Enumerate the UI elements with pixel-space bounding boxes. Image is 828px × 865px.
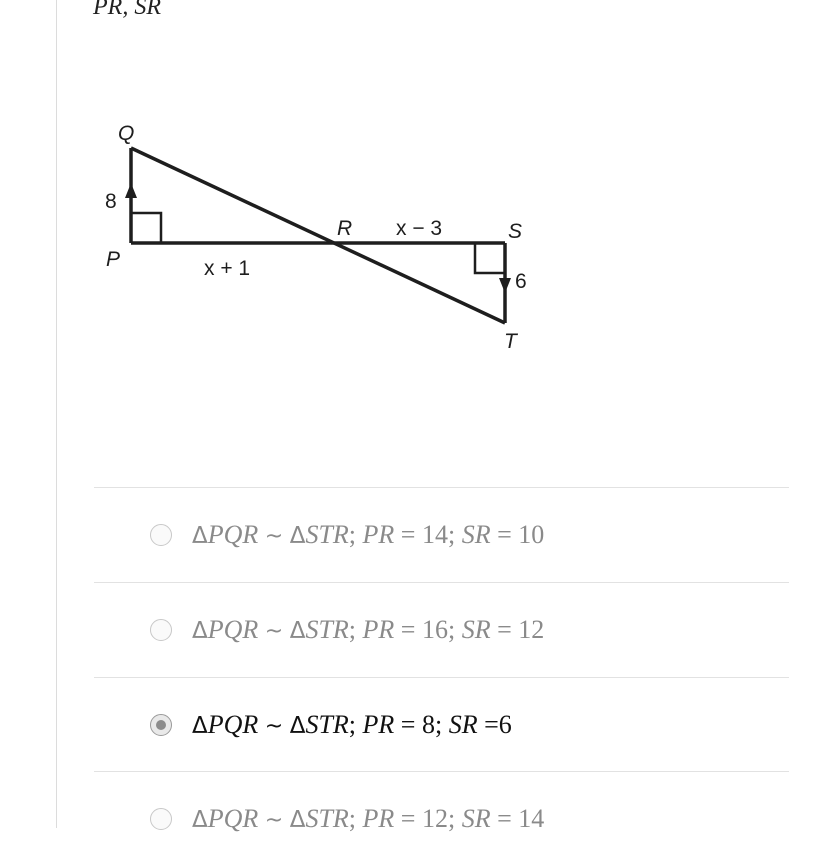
option-label: ΔPQR ~ ΔSTR; PR = 14; SR = 10: [192, 519, 545, 549]
radio-button[interactable]: [150, 808, 172, 830]
label-pr-length: x + 1: [204, 257, 251, 280]
answer-option-4[interactable]: [94, 771, 789, 865]
right-angle-s: [475, 243, 505, 273]
radio-button[interactable]: [150, 619, 172, 641]
radio-button[interactable]: [150, 524, 172, 546]
label-r: R: [337, 217, 353, 240]
option-label: ΔPQR ~ ΔSTR; PR = 16; SR = 12: [192, 614, 545, 644]
label-p: P: [106, 248, 121, 271]
answer-option-2[interactable]: [94, 582, 789, 676]
answer-option-1[interactable]: [94, 487, 789, 581]
label-s: S: [508, 220, 523, 243]
radio-button-selected[interactable]: [150, 714, 172, 736]
triangle-diagram: [90, 110, 550, 360]
option-label: ΔPQR ~ ΔSTR; PR = 8; SR =6: [192, 709, 512, 739]
arrow-up-marker: [125, 183, 137, 198]
label-t: T: [504, 330, 517, 353]
label-st-length: 6: [515, 270, 527, 293]
answer-option-3[interactable]: [94, 677, 789, 771]
right-angle-p: [131, 213, 161, 243]
segment-qt: [131, 148, 505, 323]
label-rs-length: x − 3: [396, 217, 443, 240]
question-prompt: PR, SR: [93, 0, 161, 20]
arrow-down-marker: [499, 278, 511, 293]
label-pq-length: 8: [105, 190, 117, 213]
label-q: Q: [118, 122, 135, 145]
option-label: ΔPQR ~ ΔSTR; PR = 12; SR = 14: [192, 803, 545, 833]
